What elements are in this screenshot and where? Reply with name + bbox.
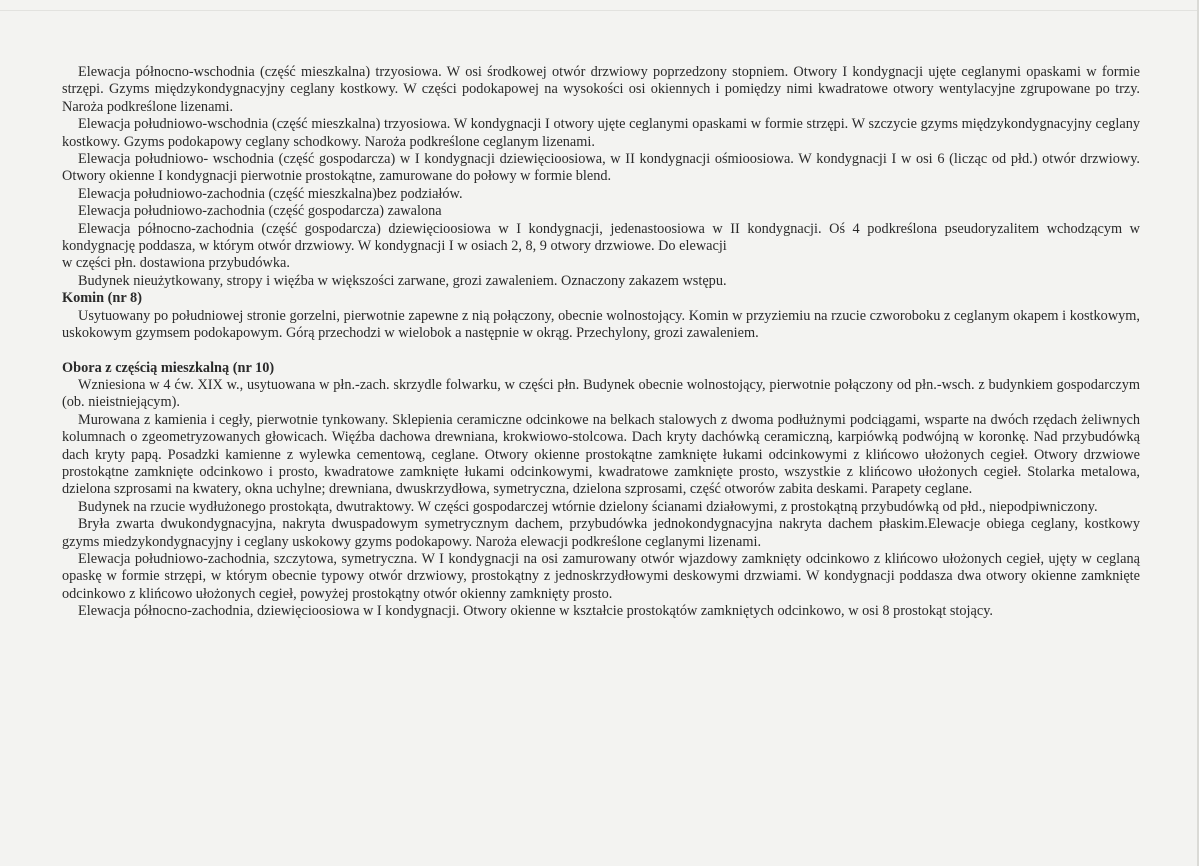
paragraph-elevation-nw-utility: Elewacja północno-zachodnia (część gospodarcza) dziewięcioosiowa w I kondygnacji, jedenastoosiowa w II kondygnacji. Oś 4 podkreślona pseudoryzalitem wchodzącym w kondygnację poddasza, w którym otwór drzwiowy. W kondygnacji I w osiach 2, 8, 9 otwory drzwiowe. Do elewacji: [62, 220, 1140, 255]
paragraph-cowshed-elevation-nw: Elewacja północno-zachodnia, dziewięcioosiowa w I kondygnacji. Otwory okienne w kształcie prostokątów zamkniętych odcinkowo, w osi 8 prostokąt stojący.: [78, 603, 994, 620]
section-gap: [62, 343, 1140, 360]
paragraph-elevation-se-residential: Elewacja południowo-wschodnia (część mieszkalna) trzyosiowa. W kondygnacji I otwory ujęte ceglanymi opaskami w formie strzępi. W szczycie gzyms międzykondygnacyjny ceglany kostkowy. Gzyms podokapowy ceglany schodkowy. Naroża podkreślone ceglanym lizenami.: [62, 116, 1140, 150]
paragraph-building-state: Budynek nieużytkowany, stropy i więźba w większości zarwane, grozi zawaleniem. Oznaczony zakazem wstępu.: [78, 272, 727, 289]
paragraph-elevation-nw-annex: w części płn. dostawiona przybudówka.: [62, 255, 290, 272]
heading-cowshed: Obora z częścią mieszkalną (nr 10): [62, 359, 275, 376]
paragraph-elevation-se-utility: Elewacja południowo- wschodnia (część gospodarcza) w I kondygnacji dziewięcioosiowa, w II kondygnacji ośmioosiowa. W kondygnacji I w osi 6 (licząc od płd.) otwór drzwiowy. Otwory okienne I kondygnacji pierwotnie prostokątne, zamurowane do połowy w formie blend.: [62, 151, 1140, 185]
paragraph-cowshed-construction: Murowana z kamienia i cegły, pierwotnie tynkowany. Sklepienia ceramiczne odcinkowe na belkach stalowych z dwoma podłużnymi podciągami, wsparte na dwóch rzędach żeliwnych kolumnach o zgeometryzowanych głowicach. Więźba dachowa drewniana, krokwiowo-stolcowa. Dach kryty dachówką ceramiczną, karpiówką podwójną w koronkę. Nad przybudówką dach kryty papą. Posadzki kamienne z wylewka cementową, ceglane. Otwory okienne prostokątne zamknięte łukami odcinkowymi z klińcowo ułożonych cegieł. Otwory drzwiowe prostokątne zamknięte odcinkowo i prosto, kwadratowe zamknięte łukami odcinkowymi, kwadratowe zamknięte prosto, wszystkie z klińcowo ułożonych cegieł. Stolarka metalowa, dzielona szprosami na kwatery, okna uchylne; drewniana, dwuskrzydłowa, symetryczna, dzielona szprosami, część otworów zabita deskami. Parapety ceglane.: [62, 411, 1140, 498]
paragraph-elevation-sw-residential: Elewacja południowo-zachodnia (część mieszkalna)bez podziałów.: [78, 185, 463, 202]
paragraph-elevation-sw-utility: Elewacja południowo-zachodnia (część gospodarcza) zawalona: [78, 203, 442, 220]
paragraph-cowshed-elevation-sw: Elewacja południowo-zachodnia, szczytowa, symetryczna. W I kondygnacji na osi zamurowany otwór wjazdowy zamknięty odcinkowo z klińcowo ułożonych cegieł, ujęty w ceglaną opaskę w formie strzępi, w którym obecnie typowy otwór drzwiowy, prostokątny z jednoskrzydłowymi deskowymi drzwiami. W kondygnacji poddasza dwa otwory okienne zamknięte odcinkowo z klińcowo ułożonych cegieł, powyżej prostokątny otwór okienny zamknięty prosto.: [62, 550, 1140, 602]
heading-chimney: Komin (nr 8): [62, 290, 142, 307]
paragraph-cowshed-plan: Budynek na rzucie wydłużonego prostokąta, dwutraktowy. W części gospodarczej wtórnie dzielony ścianami działowymi, z prostokątną przybudówką od płd., niepodpiwniczony.: [78, 498, 1098, 515]
paragraph-elevation-ne: Elewacja północno-wschodnia (część mieszkalna) trzyosiowa. W osi środkowej otwór drzwiowy poprzedzony stopniem. Otwory I kondygnacji ujęte ceglanymi opaskami w formie strzępi. Gzyms międzykondygnacyjny ceglany kostkowy. W części podokapowej na wysokości osi okiennych i pomiędzy nimi kwadratowe otwory wentylacyjne zgrupowane po trzy. Naroża podkreślone lizenami.: [62, 64, 1140, 115]
document-body: [62, 64, 1140, 621]
paragraph-cowshed-history: Wzniesiona w 4 ćw. XIX w., usytuowana w płn.-zach. skrzydle folwarku, w części płn. Budynek obecnie wolnostojący, pierwotnie połączony od płn.-wsch. z budynkiem gospodarczym (ob. nieistniejącym).: [62, 376, 1140, 411]
paragraph-chimney: Usytuowany po południowej stronie gorzelni, pierwotnie zapewne z nią połączony, obecnie wolnostojący. Komin w przyziemiu na rzucie czworoboku z ceglanym okapem i kostkowym, uskokowym gzymsem podokapowym. Górą przechodzi w wielobok a następnie w okrąg. Przechylony, grozi zawaleniem.: [62, 307, 1140, 342]
scan-edge-top: [0, 0, 1199, 11]
paragraph-cowshed-massing: Bryła zwarta dwukondygnacyjna, nakryta dwuspadowym symetrycznym dachem, przybudówka jednokondygnacyjna nakryta dachem płaskim.Elewacje obiega ceglany, kostkowy gzyms miedzykondygnacyjny i ceglany uskokowy gzyms podokapowy. Naroża elewacji podkreślone ceglanymi lizenami.: [62, 516, 1140, 550]
